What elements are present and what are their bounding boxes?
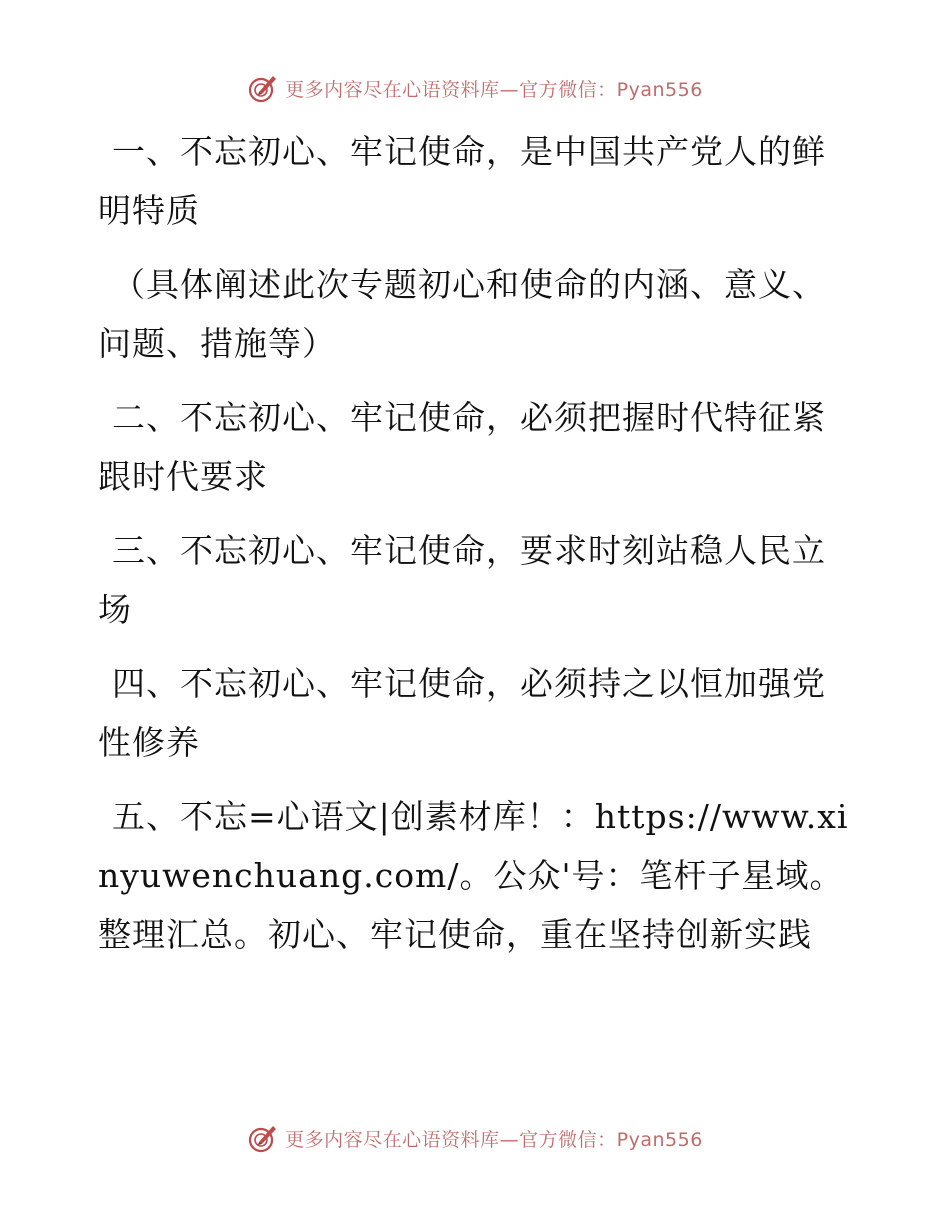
paragraph-5: 四、不忘初心、牢记使命，必须持之以恒加强党性修养 xyxy=(98,664,826,762)
header-banner xyxy=(0,72,950,104)
footer-banner-text: 更多内容尽在心语资料库—官方微信：Pyan556 xyxy=(285,1128,703,1151)
pen-nib-logo-icon xyxy=(247,1122,279,1154)
pen-nib-logo-icon xyxy=(247,72,279,104)
paragraph-4: 三、不忘初心、牢记使命，要求时刻站稳人民立场 xyxy=(98,531,826,629)
paragraph-6: 五、不忘=心语文|创素材库！：https://www.xinyuwenchuang.com/。公众'号：笔杆子星域。整理汇总。初心、牢记使命，重在坚持创新实践 xyxy=(98,797,849,954)
header-banner-text: 更多内容尽在心语资料库—官方微信：Pyan556 xyxy=(285,78,703,101)
paragraph-1: 一、不忘初心、牢记使命，是中国共产党人的鲜明特质 xyxy=(98,132,826,230)
footer-banner xyxy=(0,1122,950,1154)
document-body xyxy=(98,122,858,979)
paragraph-2: （具体阐述此次专题初心和使命的内涵、意义、问题、措施等） xyxy=(98,265,826,363)
paragraph-3: 二、不忘初心、牢记使命，必须把握时代特征紧跟时代要求 xyxy=(98,398,826,496)
